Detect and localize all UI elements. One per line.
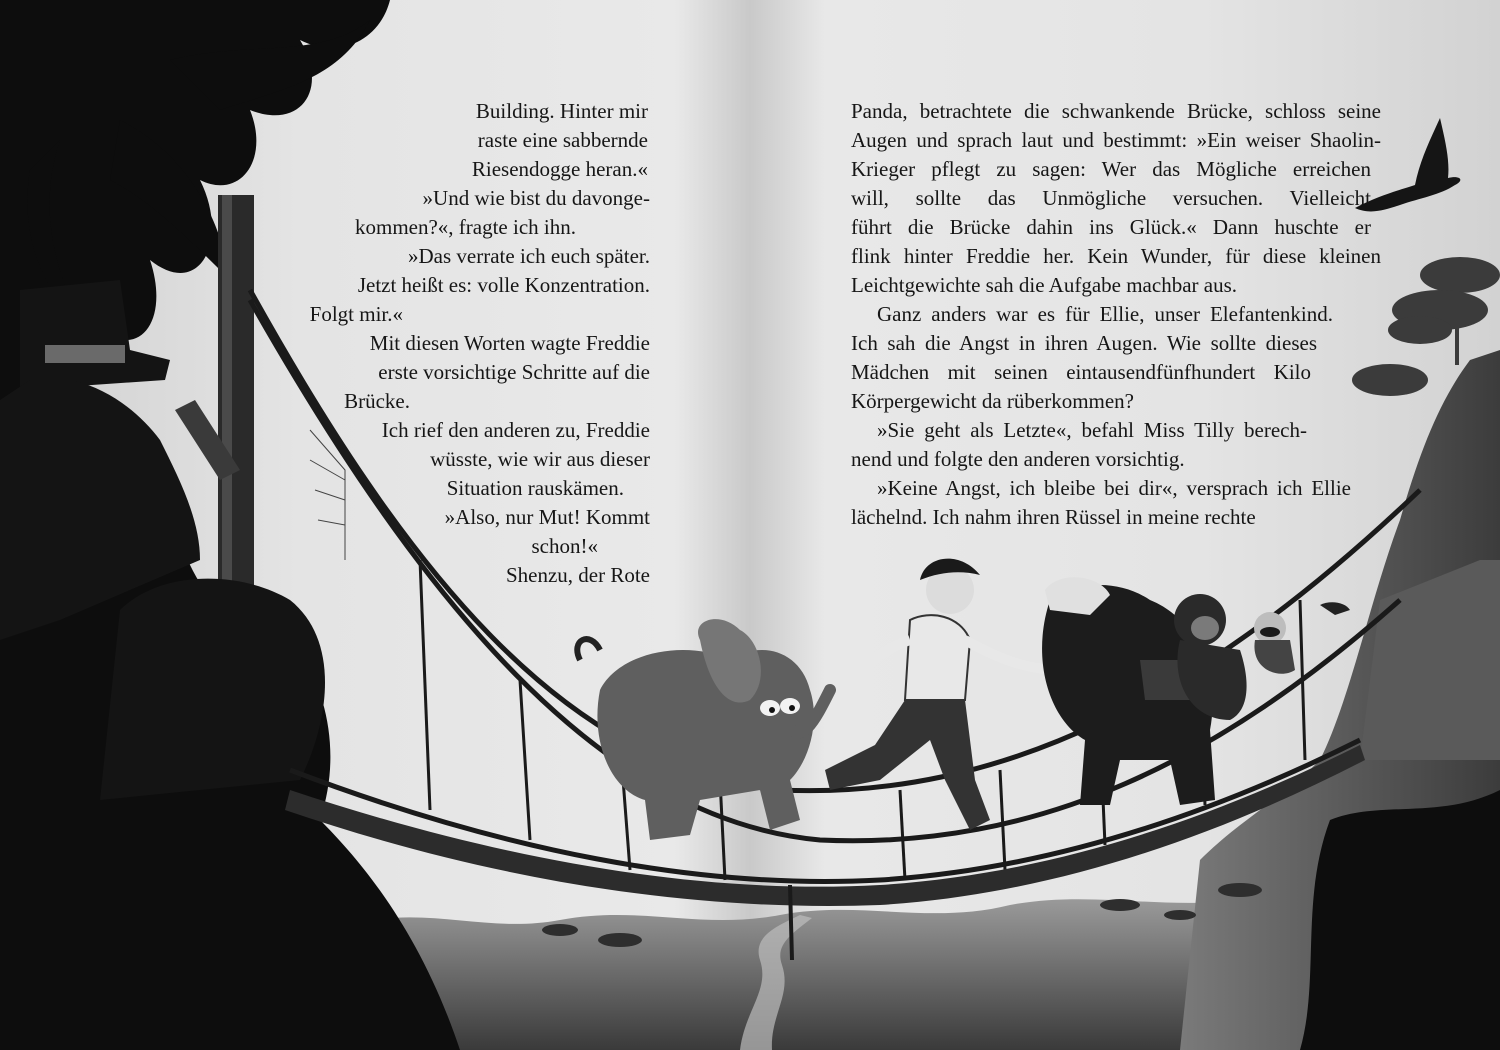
- text-line: kommen?«, fragte ich ihn.: [354, 215, 576, 239]
- text-line: »Also, nur Mut! Kommt: [444, 505, 650, 529]
- text-line: führt die Brücke dahin ins Glück.« Dann huschte er: [851, 215, 1371, 239]
- text-line: lächelnd. Ich nahm ihren Rüssel in meine rechte: [851, 505, 1256, 529]
- text-line: Folgt mir.«: [309, 302, 403, 326]
- text-line: Leichtgewichte sah die Aufgabe machbar aus.: [851, 273, 1238, 297]
- text-line: Körpergewicht da rüberkommen?: [851, 389, 1135, 413]
- text-line: erste vorsichtige Schritte auf die: [378, 360, 650, 384]
- text-line: schon!«: [531, 534, 598, 558]
- elephant-ellie: [577, 619, 830, 840]
- text-line: flink hinter Freddie her. Kein Wunder, für diese kleinen: [851, 244, 1381, 268]
- text-line: »Keine Angst, ich bleibe bei dir«, versprach ich Ellie: [877, 476, 1351, 500]
- hanging-rope: [790, 885, 792, 960]
- bird-on-rope: [1320, 602, 1350, 615]
- text-line: Ich sah die Angst in ihren Augen. Wie sollte dieses: [851, 331, 1317, 355]
- text-line: Brücke.: [344, 389, 410, 413]
- small-panda-character: [1254, 612, 1295, 674]
- text-line: »Das verrate ich euch später.: [408, 244, 650, 268]
- text-line: »Sie geht als Letzte«, befahl Miss Tilly berech-: [877, 418, 1307, 442]
- text-line: Ich rief den anderen zu, Freddie: [381, 418, 650, 442]
- text-line: Shenzu, der Rote: [505, 563, 650, 587]
- text-line: Building. Hinter mir: [475, 99, 648, 123]
- text-line: wüsste, wie wir aus dieser: [430, 447, 650, 471]
- text-line: raste eine sabbernde: [477, 128, 648, 152]
- text-line: Mädchen mit seinen eintausendfünfhundert Kilo: [851, 360, 1311, 384]
- text-line: will, sollte das Unmögliche versuchen. Vielleicht: [851, 186, 1371, 210]
- text-line: Ganz anders war es für Ellie, unser Elefantenkind.: [877, 302, 1333, 326]
- right-page-text: [851, 97, 1381, 532]
- text-line: Augen und sprach laut und bestimmt: »Ein weiser Shaolin-: [851, 128, 1381, 152]
- text-line: Krieger pflegt zu sagen: Wer das Mögliche erreichen: [851, 157, 1371, 181]
- text-line: Situation rauskämen.: [446, 476, 624, 500]
- right-palm-silhouette: [1300, 790, 1500, 1050]
- text-line: nend und folgte den anderen vorsichtig.: [851, 447, 1185, 471]
- text-line: Jetzt heißt es: volle Konzentration.: [357, 273, 650, 297]
- text-line: »Und wie bist du davonge-: [422, 186, 650, 210]
- text-line: Panda, betrachtete die schwankende Brücke, schloss seine: [851, 99, 1381, 123]
- text-line: Riesendogge heran.«: [471, 157, 648, 181]
- left-page-text: [0, 97, 650, 590]
- text-line: Mit diesen Worten wagte Freddie: [369, 331, 650, 355]
